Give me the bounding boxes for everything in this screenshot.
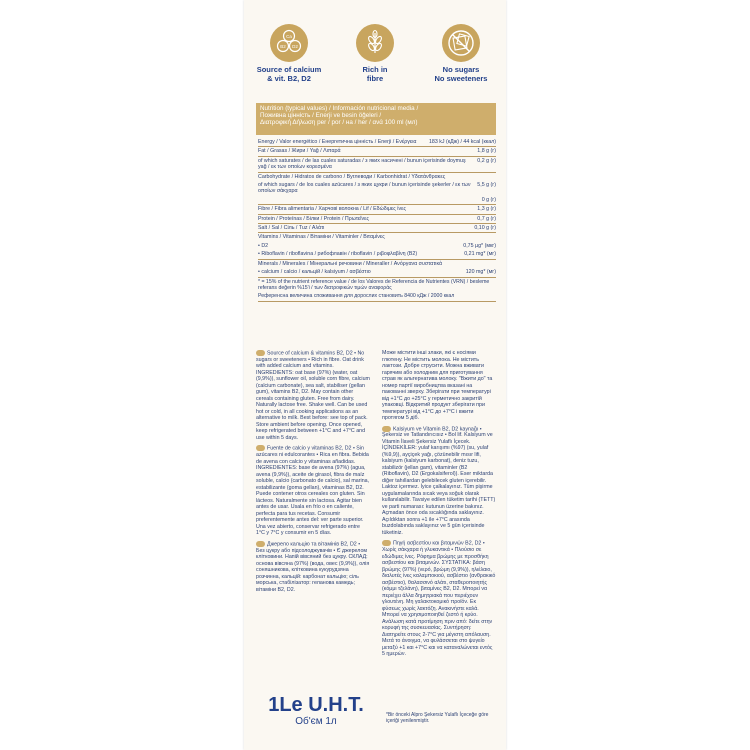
badge-no-sugar-text: No sugars No sweeteners bbox=[434, 65, 488, 83]
nutrition-row: Protein / Proteínas / Білки / Protein / Πρωτεΐνες 0,7 g (г) bbox=[258, 215, 496, 224]
calcium-icon-b2: B2 bbox=[280, 44, 286, 49]
language-tag bbox=[256, 541, 265, 547]
nutrition-row: of which saturates / de las cuales saturadas / з яких насичені / bunun içerisinde doymuş yağ / εκ των οποίων κορεσμένα 0,2 g (г) bbox=[258, 157, 496, 173]
nutrition-row: • calcium / calcio / кальцій / kalsiyum / ασβέστιο 120 mg* (мг) bbox=[258, 268, 496, 277]
badge-calcium bbox=[248, 24, 330, 83]
footnote: *Bir önceki Alpro Şekersiz Yulaflı İçeceğe göre içeriği yenilenmiştir. bbox=[386, 712, 489, 724]
badge-no-sugar bbox=[420, 24, 502, 83]
nutrition-row: • D2 0,75 µg* (мкг) bbox=[258, 242, 496, 249]
badge-calcium-text: Source of calcium & vit. B2, D2 bbox=[256, 65, 322, 83]
nutrition-row: Salt / Sal / Сіль / Tuz / Αλάτι 0,10 g (г) bbox=[258, 224, 496, 233]
package-side-panel bbox=[244, 0, 506, 750]
badge-fibre-text: Rich in fibre bbox=[362, 65, 388, 83]
nutrition-row: Fat / Grasas / Жири / Yağ / Λιπαρά 1,8 g (г) bbox=[258, 147, 496, 156]
ingredients-column-right bbox=[382, 350, 496, 690]
nutrition-note: Референсна величина споживання для дорослих становить 8400 кДж / 2000 ккал bbox=[258, 292, 496, 301]
nutrition-row: Energy / Valor energético / Енергетична цінність / Enerji / Ενέργεια 183 kJ (кДж) / 44 kcal (ккал) bbox=[258, 138, 496, 147]
ingredients-column-left bbox=[256, 350, 370, 690]
text-spanish: Fuente de calcio y vitaminas B2, D2 • Sin azúcares ni edulcorantes • Rica en fibra. Bebida de avena con calcio y vitaminas añadidas. INGREDIENTES: base de avena (97%) (agua, avena (9,9%)), aceite de girasol, fibra de maíz soluble, calcio (carbonato de calcio), sal marina, estabilizante (goma gellan), vitaminas B2, D2. Puede contener otros cereales con gluten. Sin lácteos. Naturalmente sin lactosa. Agitar bien antes de usar. Usala en frío o en caliente, perfecta para tus recetas. Consumir preferentemente antes del: ver parte superior. Una vez abierto, conservar refrigerado entre 1°C y 7°C y consumir en 5 días. bbox=[256, 445, 370, 537]
grain-icon bbox=[356, 24, 394, 62]
nutrition-row: Fibre / Fibra alimentaria / Харчові волокна / Lif / Εδώδιμες ίνες 1,3 g (г) bbox=[258, 205, 496, 214]
calcium-icon-d2: D2 bbox=[292, 44, 298, 49]
nutrition-row: Carbohydrate / Hidratos de carbono / Вуглеводи / Karbonhidrat / Υδατάνθρακες bbox=[258, 173, 446, 180]
text-turkish: Kalsiyum ve Vitamin B2, D2 kaynağı • Şekersiz ve Tatlandırıcısız • Bol lif. Kalsiyum ve Vitamin İlaveli Şekersiz Yulaflı İçecek. İÇİNDEKİLER: yulaf karışımı (%97) (su, yulaf (%9,9)), ayçiçek yağı, çözünebilir mısır lifi, kalsiyum (kalsiyum karbonat), deniz tuzu, stabilizör (jellan gam), vitaminler (B2 (Riboflavin), D2 (Ergokalsiferol)). Eser miktarda diğer tahıllardan gelebilecek gluten içerebilir. Laktoz içermez. İyice çalkalayınız. Tüm pişirme uygulamalarında sıcak veya soğuk olarak kullanılabilir. Tavsiye edilen tüketim tarihi (TETT) ve parti numarası: kutunun üzerine bakınız. Açmadan önce oda sıcaklığında saklayınız. Açıldıktan sonra +1 ile +7°C arasında buzdolabında saklayınız ve 5 gün içerisinde tüketiniz. bbox=[382, 425, 496, 536]
text-english: Source of calcium & vitamins B2, D2 • No sugars or sweeteners • Rich in fibre. Oat drink with added calcium and vitamins. INGREDIENTS: oat base (97%) (water, oat (9,9%)), sunflower oil, soluble corn fibre, calcium (calcium carbonate), sea salt, stabiliser (gellan gum), vitamins B2, D2. May contain other cereals containing gluten. Free from dairy. Naturally lactose free. Shake well. Can be used hot or cold, in all cooking applications as an alternative to milk. Best before: see top of pack. Store ambient before opening. Once opened, keep refrigerated between +1°C and +7°C and use within 5 days. bbox=[256, 350, 370, 441]
no-sugar-icon bbox=[442, 24, 480, 62]
calcium-icon-ca: Ca bbox=[286, 34, 292, 39]
text-ukrainian: Джерело кальцію та вітамінів B2, D2 • Без цукру або підсолоджувачів • Є джерелом клітковини. Напій вівсяний без цукру. СКЛАД: основа вівсяна (97%) (вода, овес (9,9%)), олія соняшникова, клітковина кукурудзяна розчинна, кальцій: карбонат кальцію; сіль морська, стабілізатор: геланова камедь; вітаміни B2, D2. bbox=[256, 541, 370, 593]
text-greek: Πηγή ασβεστίου και βιταμινών B2, D2 • Χωρίς σάκχαρα ή γλυκαντικά • Πλούσιο σε εδώδιμες ίνες. Ρόφημα βρώμης με προσθήκη ασβεστίου και βιταμινών. ΣΥΣΤΑΤΙΚΑ: βάση βρώμης (97%) (νερό, βρώμη (9,9%)), ηλιέλαιο, διαλυτές ίνες καλαμποκιού, ασβέστιο (ανθρακικό ασβέστιο), θαλασσινό αλάτι, σταθεροποιητής (κόμμι τζελάνη), βιταμίνες B2, D2. Μπορεί να περιέχει άλλα δημητριακά που περιέχουν γλουτένη. Μη γαλακτοκομικό προϊόν. Εκ φύσεως χωρίς λακτόζη. Ανακινήστε καλά. Μπορεί να χρησιμοποιηθεί ζεστό ή κρύο. Ανάλωση κατά προτίμηση πριν από: δείτε στην κορυφή της συσκευασίας. Συντήρηση: Διατηρείτε στους 2-7°C για μέγιστη απόλαυση. Μετά το άνοιγμα, να φυλάσσεται στο ψυγείο μεταξύ +1 και +7°C και να καταναλώνεται εντός 5 ημερών. bbox=[382, 540, 496, 658]
nutrition-header: Nutrition (typical values) / Información nutricional media / Поживна цінність / Enerji ve besin öğeleri / Διατροφική Δήλωση per / por / на / her / ανά 100 ml (мл) bbox=[256, 103, 496, 135]
text-ukrainian-cont: Може містити інші злаки, які є носіями глютену. Не містить молока. Не містить лактози. Добре струсити. Можна вживати гарячим або холодним для приготування страв як альтернатива молоку. "Вжити до" та номер партії виробництва вказані на пакованні зверху. Зберігати при температурі від +1°C до +25°C у герметично закритій упаковці. Відкритий продукт зберігати при температурі від +1°C до +7°C і вжити протягом 5 діб. bbox=[382, 350, 493, 421]
claims-badges bbox=[244, 24, 506, 104]
nutrition-row: of which sugars / de los cuales azúcares / з яких цукри / bunun içerisinde şekerler / εκ των οποίων σάκχαρα 5,5 g (г) bbox=[258, 182, 496, 195]
nutrition-row: Vitamins / Vitaminas / Вітаміни / Vitaminler / Βιταμίνες bbox=[258, 234, 385, 241]
language-tag bbox=[382, 426, 391, 432]
language-tag bbox=[256, 445, 265, 451]
volume-mark bbox=[256, 694, 376, 728]
language-tag bbox=[256, 350, 265, 356]
nutrition-note: * = 15% of the nutrient reference value / de los Valores de Referencia de Nutrientes (VRN) / besleme referans değerin %15'i / των διατροφικών τιμών αναφοράς bbox=[258, 278, 490, 291]
nutrition-row: 0 g (г) bbox=[258, 196, 496, 205]
language-tag bbox=[382, 540, 391, 546]
calcium-icon bbox=[270, 24, 308, 62]
badge-fibre bbox=[334, 24, 416, 83]
volume-sub: Об'єм 1л bbox=[295, 716, 337, 727]
nutrition-row: Minerals / Minerales / Мінеральні речовини / Mineraller / Ανόργανα συστατικά bbox=[258, 260, 443, 267]
volume-main: 1Le U.H.T. bbox=[268, 694, 364, 716]
nutrition-table bbox=[258, 138, 496, 302]
nutrition-row: • Riboflavin / riboflavina / рибофлавін / riboflavin / ριβοφλαβίνη (B2) 0,21 mg* (мг) bbox=[258, 250, 496, 259]
ingredients-columns bbox=[256, 350, 496, 690]
